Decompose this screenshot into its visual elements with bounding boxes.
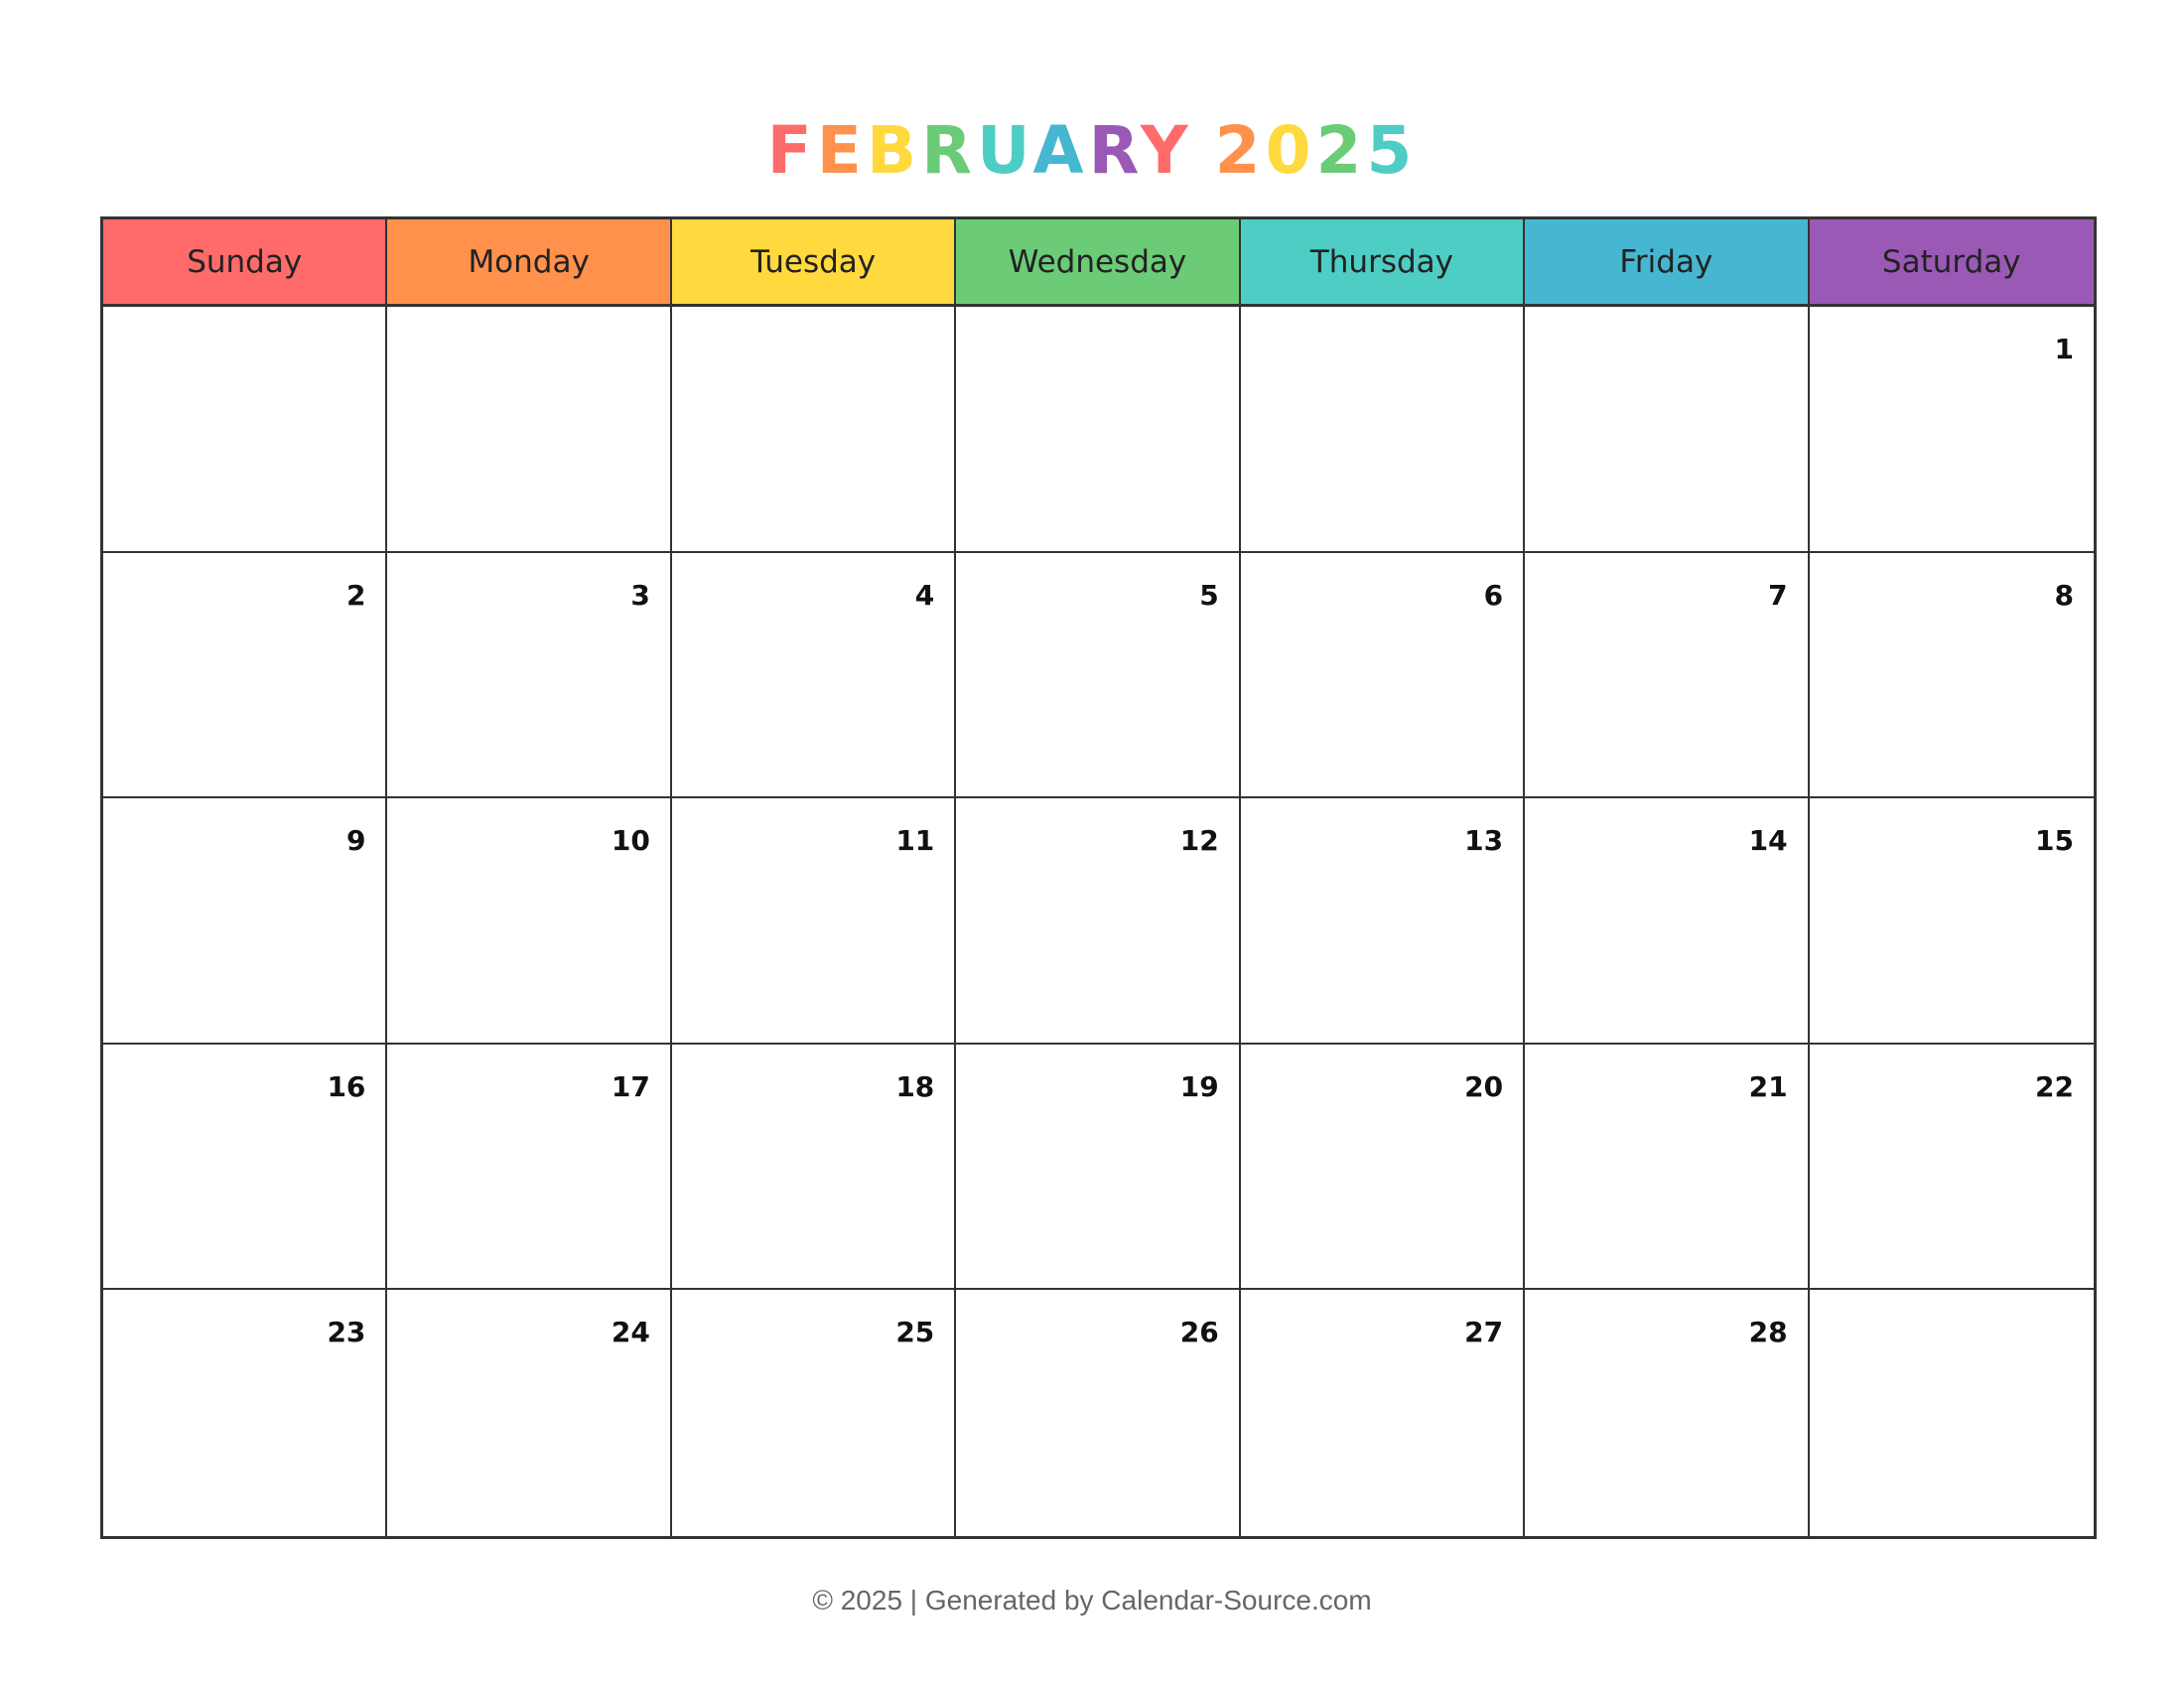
weekday-header-sunday: Sunday xyxy=(103,219,387,307)
day-number: 20 xyxy=(1464,1069,1504,1103)
day-cell-11 xyxy=(672,798,956,1045)
day-number: 17 xyxy=(611,1069,650,1103)
day-cell-15 xyxy=(1810,798,2094,1045)
day-cell-22 xyxy=(1810,1045,2094,1291)
day-cell-17 xyxy=(387,1045,671,1291)
calendar-grid xyxy=(100,216,2097,1539)
day-cell-18 xyxy=(672,1045,956,1291)
day-number: 22 xyxy=(2035,1069,2074,1103)
weekday-header-wednesday: Wednesday xyxy=(956,219,1240,307)
empty-day-cell xyxy=(956,307,1240,553)
day-cell-25 xyxy=(672,1290,956,1536)
day-cell-4 xyxy=(672,553,956,799)
day-number: 12 xyxy=(1179,824,1219,858)
day-cell-9 xyxy=(103,798,387,1045)
day-cell-12 xyxy=(956,798,1240,1045)
day-number: 4 xyxy=(914,578,935,612)
title-year-letter: 0 xyxy=(1265,112,1316,189)
day-number: 28 xyxy=(1748,1316,1788,1349)
empty-day-cell xyxy=(1241,307,1525,553)
day-number: 3 xyxy=(630,578,650,612)
day-number: 16 xyxy=(327,1069,366,1103)
day-cell-28 xyxy=(1525,1290,1809,1536)
day-number: 5 xyxy=(1199,578,1219,612)
day-number: 24 xyxy=(611,1316,650,1349)
empty-day-cell xyxy=(1525,307,1809,553)
title-month-letter: F xyxy=(766,112,817,189)
title-month-letter: R xyxy=(1088,112,1141,189)
title-month-letter: U xyxy=(976,112,1033,189)
day-number: 19 xyxy=(1179,1069,1219,1103)
day-cell-6 xyxy=(1241,553,1525,799)
day-number: 9 xyxy=(345,824,366,858)
empty-day-cell xyxy=(103,307,387,553)
day-cell-27 xyxy=(1241,1290,1525,1536)
day-cell-20 xyxy=(1241,1045,1525,1291)
day-number: 13 xyxy=(1464,824,1504,858)
day-number: 11 xyxy=(895,824,935,858)
day-number: 15 xyxy=(2035,824,2074,858)
title-year xyxy=(1215,112,1418,189)
day-cell-21 xyxy=(1525,1045,1809,1291)
weekday-header-saturday: Saturday xyxy=(1810,219,2094,307)
day-cell-13 xyxy=(1241,798,1525,1045)
title-month-letter: A xyxy=(1032,112,1089,189)
day-cell-19 xyxy=(956,1045,1240,1291)
day-number: 14 xyxy=(1748,824,1788,858)
weekday-header-tuesday: Tuesday xyxy=(672,219,956,307)
title-month-letter: Y xyxy=(1140,112,1193,189)
empty-day-cell xyxy=(672,307,956,553)
day-number: 23 xyxy=(327,1316,366,1349)
day-cell-16 xyxy=(103,1045,387,1291)
weekday-header-thursday: Thursday xyxy=(1241,219,1525,307)
day-cell-14 xyxy=(1525,798,1809,1045)
calendar-title xyxy=(0,111,2184,191)
empty-day-cell xyxy=(387,307,671,553)
weekday-header-monday: Monday xyxy=(387,219,671,307)
day-number: 7 xyxy=(1768,578,1788,612)
day-cell-10 xyxy=(387,798,671,1045)
day-cell-7 xyxy=(1525,553,1809,799)
day-number: 26 xyxy=(1179,1316,1219,1349)
day-number: 25 xyxy=(895,1316,935,1349)
day-cell-1 xyxy=(1810,307,2094,553)
title-month xyxy=(767,112,1193,189)
title-month-letter: R xyxy=(921,112,977,189)
day-cell-3 xyxy=(387,553,671,799)
day-cell-2 xyxy=(103,553,387,799)
title-month-letter: B xyxy=(866,112,922,189)
title-month-letter: E xyxy=(816,112,867,189)
title-year-letter: 5 xyxy=(1366,112,1418,189)
day-number: 2 xyxy=(345,578,366,612)
title-year-letter: 2 xyxy=(1214,112,1266,189)
day-number: 10 xyxy=(611,824,650,858)
day-cell-23 xyxy=(103,1290,387,1536)
day-number: 8 xyxy=(2054,578,2074,612)
day-number: 18 xyxy=(895,1069,935,1103)
day-number: 21 xyxy=(1748,1069,1788,1103)
day-cell-5 xyxy=(956,553,1240,799)
day-cell-26 xyxy=(956,1290,1240,1536)
empty-day-cell xyxy=(1810,1290,2094,1536)
day-cell-24 xyxy=(387,1290,671,1536)
day-number: 1 xyxy=(2054,333,2074,365)
weekday-header-friday: Friday xyxy=(1525,219,1809,307)
title-year-letter: 2 xyxy=(1315,112,1367,189)
day-number: 6 xyxy=(1483,578,1504,612)
day-cell-8 xyxy=(1810,553,2094,799)
footer-credit: © 2025 | Generated by Calendar-Source.com xyxy=(812,1585,1372,1616)
day-number: 27 xyxy=(1464,1316,1504,1349)
